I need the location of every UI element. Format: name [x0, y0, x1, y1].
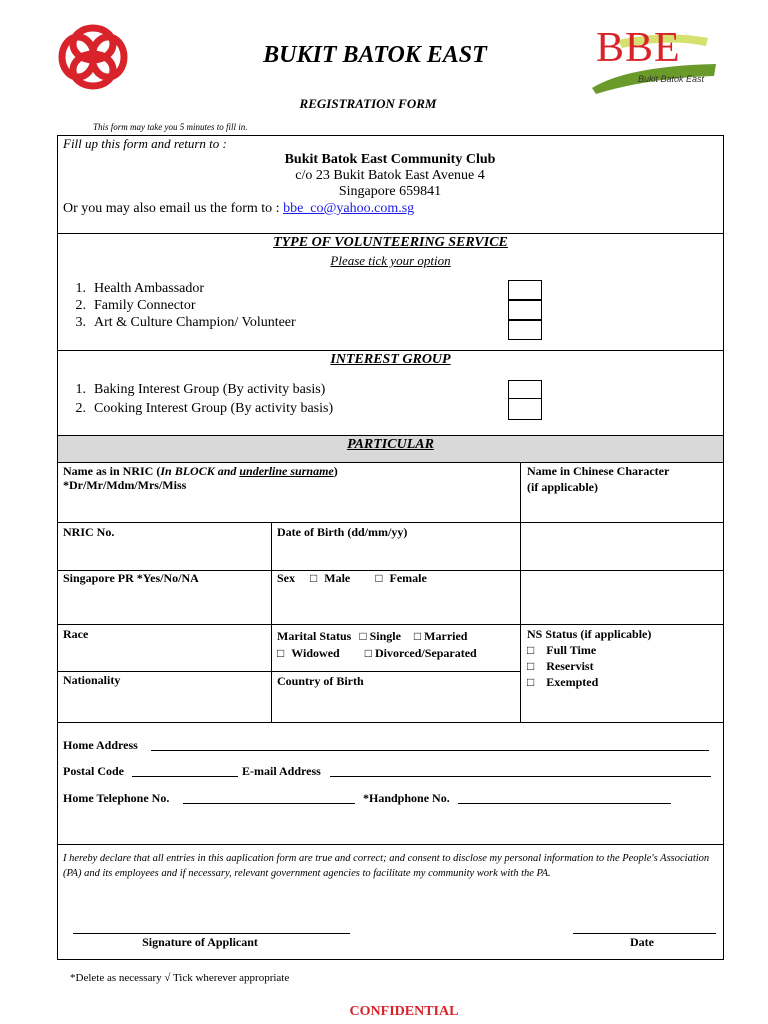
volunteer-heading: TYPE OF VOLUNTEERING SERVICE — [273, 235, 508, 250]
chinese-name-label-1[interactable]: Name in Chinese Character — [527, 464, 670, 478]
confidential-label: CONFIDENTIAL — [349, 1004, 459, 1019]
marital-status-field: Marital Status □ Single □ Married □ Widowed □ Divorced/Separated — [277, 629, 477, 660]
interest-option: 2. Cooking Interest Group (By activity basis) — [75, 401, 334, 416]
country-of-birth-field-label[interactable]: Country of Birth — [277, 674, 364, 688]
page-title: BUKIT BATOK EAST — [263, 42, 487, 68]
nationality-field-label[interactable]: Nationality — [63, 673, 121, 687]
home-address-field[interactable]: Home Address — [63, 738, 138, 753]
nric-field-label[interactable]: NRIC No. — [63, 525, 115, 539]
ns-status-label: NS Status (if applicable) — [527, 627, 652, 641]
email-link[interactable]: bbe_co@yahoo.com.sg — [283, 201, 415, 216]
tick-box-family-connector[interactable] — [508, 300, 542, 320]
female-checkbox[interactable]: □ — [375, 571, 383, 585]
home-telephone-line[interactable] — [183, 803, 355, 804]
name-field-label[interactable]: Name as in NRIC (In BLOCK and underline surname) — [63, 464, 338, 478]
bbe-logo — [588, 26, 720, 96]
male-checkbox[interactable]: □ — [310, 571, 318, 585]
single-checkbox[interactable]: □ — [359, 629, 367, 643]
signature-label: Signature of Applicant — [142, 935, 258, 949]
return-intro: Fill up this form and return to : — [63, 136, 227, 151]
email-address-line[interactable] — [330, 776, 711, 777]
org-address-2: Singapore 659841 — [338, 184, 442, 199]
interest-option: 1. Baking Interest Group (By activity basis) — [75, 382, 326, 397]
email-prefix: Or you may also email us the form to : — [63, 201, 280, 216]
home-address-line[interactable] — [151, 750, 709, 751]
divorced-checkbox[interactable]: □ — [364, 646, 372, 660]
exempted-checkbox[interactable]: □ — [527, 675, 535, 689]
volunteer-option: 1. Health Ambassador — [75, 281, 205, 296]
volunteer-option: 2. Family Connector — [75, 298, 196, 313]
handphone-field[interactable]: *Handphone No. — [363, 791, 450, 806]
declaration-text: I hereby declare that all entries in this aaplication form are true and correct; and consent to disclose my personal information to the People's Association (PA) and its employees and if necessary, relevant government agencies to facilitate my community work with the PA. — [63, 853, 710, 879]
chinese-name-label-2: (if applicable) — [527, 480, 598, 494]
volunteer-subheading: Please tick your option — [330, 253, 451, 268]
name-titles: *Dr/Mr/Mdm/Mrs/Miss — [63, 478, 187, 492]
bbe-logo-text: BBE — [596, 25, 681, 71]
postal-code-field[interactable]: Postal Code — [63, 764, 124, 779]
dob-field-label[interactable]: Date of Birth (dd/mm/yy) — [277, 525, 408, 539]
interest-heading: INTEREST GROUP — [330, 352, 451, 367]
handphone-line[interactable] — [458, 803, 671, 804]
full-time-checkbox[interactable]: □ — [527, 643, 535, 657]
ns-status-field: NS Status (if applicable) □ Full Time □ Reservist □ Exempted — [527, 627, 652, 689]
home-telephone-field[interactable]: Home Telephone No. — [63, 791, 169, 806]
org-address-1: c/o 23 Bukit Batok East Avenue 4 — [295, 168, 485, 183]
tick-box-cooking[interactable] — [508, 398, 542, 420]
interest-options — [62, 381, 333, 417]
race-field-label[interactable]: Race — [63, 627, 89, 641]
pa-logo — [50, 18, 136, 96]
form-subtitle: REGISTRATION FORM — [299, 96, 437, 111]
postal-code-line[interactable] — [132, 776, 238, 777]
particular-heading: PARTICULAR — [347, 437, 434, 452]
email-field[interactable]: E-mail Address — [242, 764, 321, 779]
tick-box-baking[interactable] — [508, 380, 542, 399]
org-name: Bukit Batok East Community Club — [284, 152, 496, 167]
date-line[interactable] — [573, 933, 716, 934]
date-label: Date — [630, 935, 654, 949]
time-note: This form may take you 5 minutes to fill in. — [93, 122, 248, 132]
pr-field-label[interactable]: Singapore PR *Yes/No/NA — [63, 571, 199, 585]
signature-line[interactable] — [73, 933, 350, 934]
tick-box-health-ambassador[interactable] — [508, 280, 542, 300]
reservist-checkbox[interactable]: □ — [527, 659, 535, 673]
widowed-checkbox[interactable]: □ — [277, 646, 285, 660]
email-line — [63, 201, 414, 217]
married-checkbox[interactable]: □ — [413, 629, 422, 643]
particular-section — [57, 435, 724, 960]
footer-note: *Delete as necessary √ Tick wherever appropriate — [70, 972, 290, 984]
tick-box-art-culture[interactable] — [508, 320, 542, 340]
volunteer-option: 3. Art & Culture Champion/ Volunteer — [75, 315, 296, 330]
volunteer-options — [62, 280, 296, 331]
bbe-logo-caption: Bukit Batok East — [638, 74, 705, 84]
sex-field: Sex □ Male □ Female — [277, 571, 427, 585]
